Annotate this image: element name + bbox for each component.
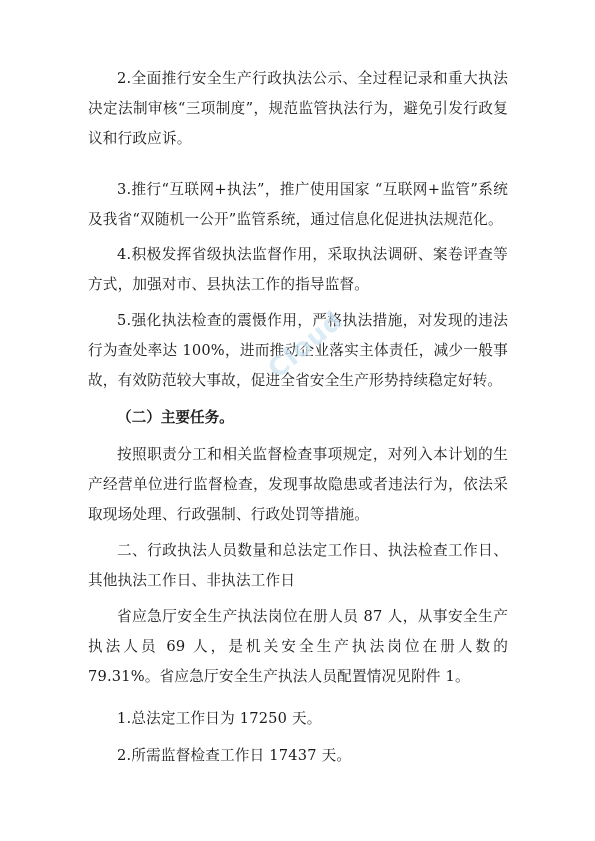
- watermark-logo: Cloud: [262, 305, 350, 385]
- paragraph-item-4: 4.积极发挥省级执法监督作用，采取执法调研、案卷评查等方式，加强对市、县执法工作的指导监督。: [88, 246, 508, 293]
- paragraph-item-5: 5.强化执法检查的震慑作用，严格执法措施，对发现的违法行为查处率达 100%，进而推动企业落实主体责任，减少一般事故，有效防范较大事故，促进全省安全生产形势持续稳定好转。: [88, 312, 508, 389]
- section-two-title: 二、行政执法人员数量和总法定工作日、执法检查工作日、其他执法工作日、非执法工作日: [88, 542, 508, 589]
- list-item-inspection-workdays: 2.所需监督检查工作日 17437 天。: [117, 747, 352, 764]
- list-item-legal-workdays: 1.总法定工作日为 17250 天。: [117, 710, 322, 727]
- paragraph-staff: 省应急厅安全生产执法岗位在册人员 87 人，从事安全生产执法人员 69 人，是机关安全生产执法岗位在册人数的 79.31%。省应急厅安全生产执法人员配置情况见附件 1。: [88, 608, 508, 685]
- section-heading-main-tasks: （二）主要任务。: [117, 409, 234, 426]
- paragraph-item-2: 2.全面推行安全生产行政执法公示、全过程记录和重大执法决定法制审核“三项制度”，规范监管执法行为，避免引发行政复议和行政应诉。: [88, 70, 508, 147]
- paragraph-tasks: 按照职责分工和相关监督检查事项规定，对列入本计划的生产经营单位进行监督检查，发现事故隐患或者违法行为，依法采取现场处理、行政强制、行政处罚等措施。: [88, 446, 508, 523]
- paragraph-item-3: 3.推行“互联网+执法”，推广使用国家 “互联网+监管”系统及我省“双随机一公开”监管系统，通过信息化促进执法规范化。: [88, 181, 508, 228]
